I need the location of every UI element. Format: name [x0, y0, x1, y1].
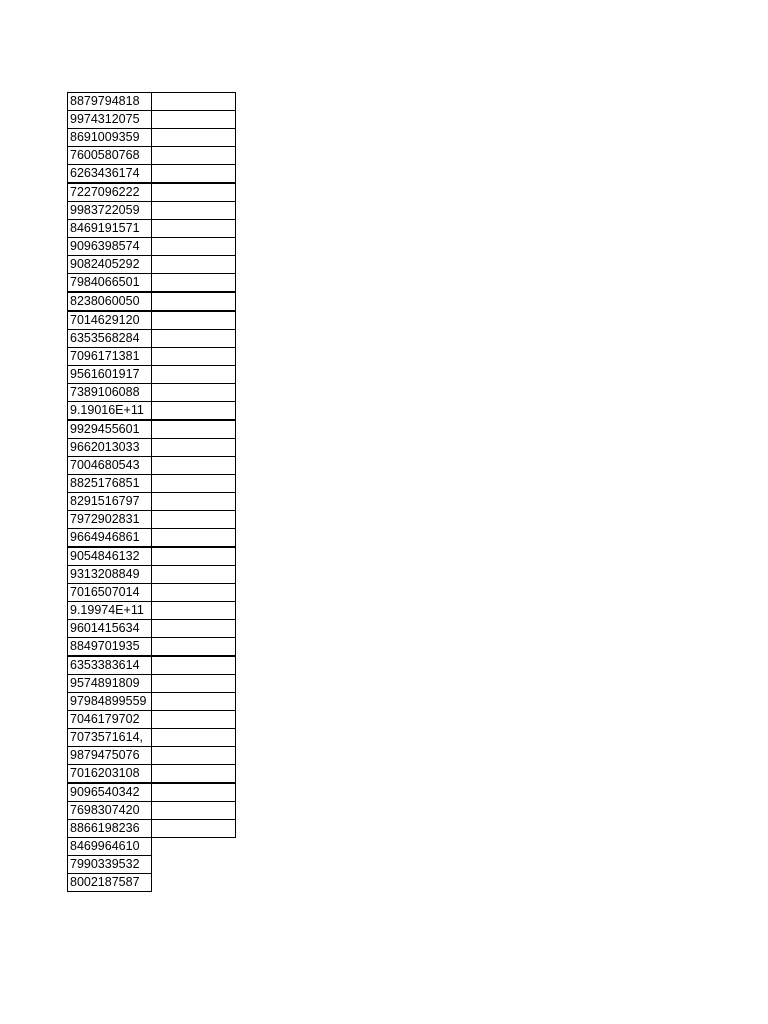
empty-cell [152, 874, 236, 892]
table-row [68, 384, 236, 402]
phone-number-cell[interactable]: 8238060050 [68, 292, 152, 311]
table-row [68, 656, 236, 675]
phone-number-cell[interactable]: 9662013033 [68, 439, 152, 457]
table-row [68, 366, 236, 384]
empty-cell[interactable] [152, 147, 236, 165]
phone-number-cell[interactable]: 9054846132 [68, 547, 152, 566]
phone-number-cell[interactable]: 8866198236 [68, 820, 152, 838]
phone-number-cell[interactable]: 7600580768 [68, 147, 152, 165]
table-row [68, 147, 236, 165]
empty-cell[interactable] [152, 693, 236, 711]
empty-cell[interactable] [152, 729, 236, 747]
table-row [68, 747, 236, 765]
phone-number-cell[interactable]: 7073571614, [68, 729, 152, 747]
table-row [68, 330, 236, 348]
empty-cell[interactable] [152, 457, 236, 475]
table-row [68, 620, 236, 638]
phone-number-cell[interactable]: 9664946861 [68, 529, 152, 548]
phone-number-cell[interactable]: 6353383614 [68, 656, 152, 675]
phone-number-cell[interactable]: 8469964610 [68, 838, 152, 856]
phone-number-cell[interactable]: 8849701935 [68, 638, 152, 657]
empty-cell[interactable] [152, 656, 236, 675]
table-row [68, 256, 236, 274]
phone-number-cell[interactable]: 7698307420 [68, 802, 152, 820]
table-row [68, 457, 236, 475]
table-row [68, 638, 236, 657]
empty-cell[interactable] [152, 202, 236, 220]
phone-number-cell[interactable]: 9561601917 [68, 366, 152, 384]
table-row [68, 693, 236, 711]
table-row [68, 711, 236, 729]
empty-cell[interactable] [152, 439, 236, 457]
empty-cell [152, 856, 236, 874]
table-row [68, 93, 236, 111]
phone-number-cell[interactable]: 9096398574 [68, 238, 152, 256]
table-row [68, 274, 236, 293]
phone-number-cell[interactable]: 9601415634 [68, 620, 152, 638]
phone-number-cell[interactable]: 9574891809 [68, 675, 152, 693]
empty-cell[interactable] [152, 747, 236, 765]
table-row [68, 838, 236, 856]
phone-number-cell[interactable]: 9.19974E+11 [68, 602, 152, 620]
empty-cell[interactable] [152, 384, 236, 402]
phone-number-cell[interactable]: 7990339532 [68, 856, 152, 874]
table-row [68, 566, 236, 584]
empty-cell[interactable] [152, 420, 236, 439]
phone-number-cell[interactable]: 8469191571 [68, 220, 152, 238]
empty-cell[interactable] [152, 620, 236, 638]
table-row [68, 238, 236, 256]
phone-number-cell[interactable]: 8879794818 [68, 93, 152, 111]
empty-cell[interactable] [152, 366, 236, 384]
empty-cell[interactable] [152, 348, 236, 366]
empty-cell[interactable] [152, 675, 236, 693]
phone-number-cell[interactable]: 7014629120 [68, 311, 152, 330]
table-row [68, 420, 236, 439]
phone-number-table [67, 92, 236, 892]
empty-cell[interactable] [152, 129, 236, 147]
phone-number-cell[interactable]: 6263436174 [68, 165, 152, 184]
empty-cell[interactable] [152, 783, 236, 802]
table-row [68, 183, 236, 202]
phone-number-cell[interactable]: 8825176851 [68, 475, 152, 493]
table-row [68, 675, 236, 693]
empty-cell[interactable] [152, 256, 236, 274]
phone-number-cell[interactable]: 8002187587 [68, 874, 152, 892]
empty-cell[interactable] [152, 820, 236, 838]
phone-number-cell[interactable]: 8691009359 [68, 129, 152, 147]
table-row [68, 802, 236, 820]
table-row [68, 111, 236, 129]
phone-number-cell[interactable]: 9929455601 [68, 420, 152, 439]
empty-cell[interactable] [152, 602, 236, 620]
table-row [68, 584, 236, 602]
table-row [68, 292, 236, 311]
empty-cell [152, 838, 236, 856]
table-row [68, 129, 236, 147]
table-row [68, 493, 236, 511]
empty-cell[interactable] [152, 765, 236, 784]
empty-cell[interactable] [152, 220, 236, 238]
table-row [68, 602, 236, 620]
phone-number-cell[interactable]: 7016507014 [68, 584, 152, 602]
table-row [68, 783, 236, 802]
empty-cell[interactable] [152, 511, 236, 529]
phone-number-cell[interactable]: 7389106088 [68, 384, 152, 402]
phone-number-cell[interactable]: 8291516797 [68, 493, 152, 511]
empty-cell[interactable] [152, 311, 236, 330]
phone-number-cell[interactable]: 9983722059 [68, 202, 152, 220]
table-row [68, 220, 236, 238]
phone-number-cell[interactable]: 7046179702 [68, 711, 152, 729]
table-body [68, 93, 236, 892]
empty-cell[interactable] [152, 93, 236, 111]
phone-number-cell[interactable]: 7984066501 [68, 274, 152, 293]
phone-number-cell[interactable]: 6353568284 [68, 330, 152, 348]
phone-number-cell[interactable]: 7004680543 [68, 457, 152, 475]
empty-cell[interactable] [152, 475, 236, 493]
empty-cell[interactable] [152, 165, 236, 184]
phone-number-cell[interactable]: 9082405292 [68, 256, 152, 274]
table-row [68, 856, 236, 874]
table-row [68, 311, 236, 330]
phone-number-cell[interactable]: 9313208849 [68, 566, 152, 584]
table-row [68, 439, 236, 457]
phone-number-cell[interactable]: 9096540342 [68, 783, 152, 802]
empty-cell[interactable] [152, 547, 236, 566]
empty-cell[interactable] [152, 493, 236, 511]
table-row [68, 402, 236, 421]
empty-cell[interactable] [152, 292, 236, 311]
phone-number-cell[interactable]: 7016203108 [68, 765, 152, 784]
table-row [68, 765, 236, 784]
phone-number-cell[interactable]: 7972902831 [68, 511, 152, 529]
empty-cell[interactable] [152, 566, 236, 584]
table-row [68, 820, 236, 838]
phone-number-cell[interactable]: 9974312075 [68, 111, 152, 129]
table-row [68, 874, 236, 892]
phone-number-cell[interactable]: 7096171381 [68, 348, 152, 366]
phone-number-cell[interactable]: 9879475076 [68, 747, 152, 765]
empty-cell[interactable] [152, 802, 236, 820]
table-row [68, 348, 236, 366]
empty-cell[interactable] [152, 584, 236, 602]
empty-cell[interactable] [152, 402, 236, 421]
table-row [68, 729, 236, 747]
phone-number-cell[interactable]: 97984899559 [68, 693, 152, 711]
phone-number-cell[interactable]: 7227096222 [68, 183, 152, 202]
table-row [68, 165, 236, 184]
empty-cell[interactable] [152, 711, 236, 729]
empty-cell[interactable] [152, 274, 236, 293]
phone-number-cell[interactable]: 9.19016E+11 [68, 402, 152, 421]
empty-cell[interactable] [152, 529, 236, 548]
table-row [68, 511, 236, 529]
empty-cell[interactable] [152, 638, 236, 657]
empty-cell[interactable] [152, 330, 236, 348]
empty-cell[interactable] [152, 183, 236, 202]
table-row [68, 475, 236, 493]
table-row [68, 547, 236, 566]
empty-cell[interactable] [152, 111, 236, 129]
empty-cell[interactable] [152, 238, 236, 256]
table-row [68, 529, 236, 548]
table-row [68, 202, 236, 220]
